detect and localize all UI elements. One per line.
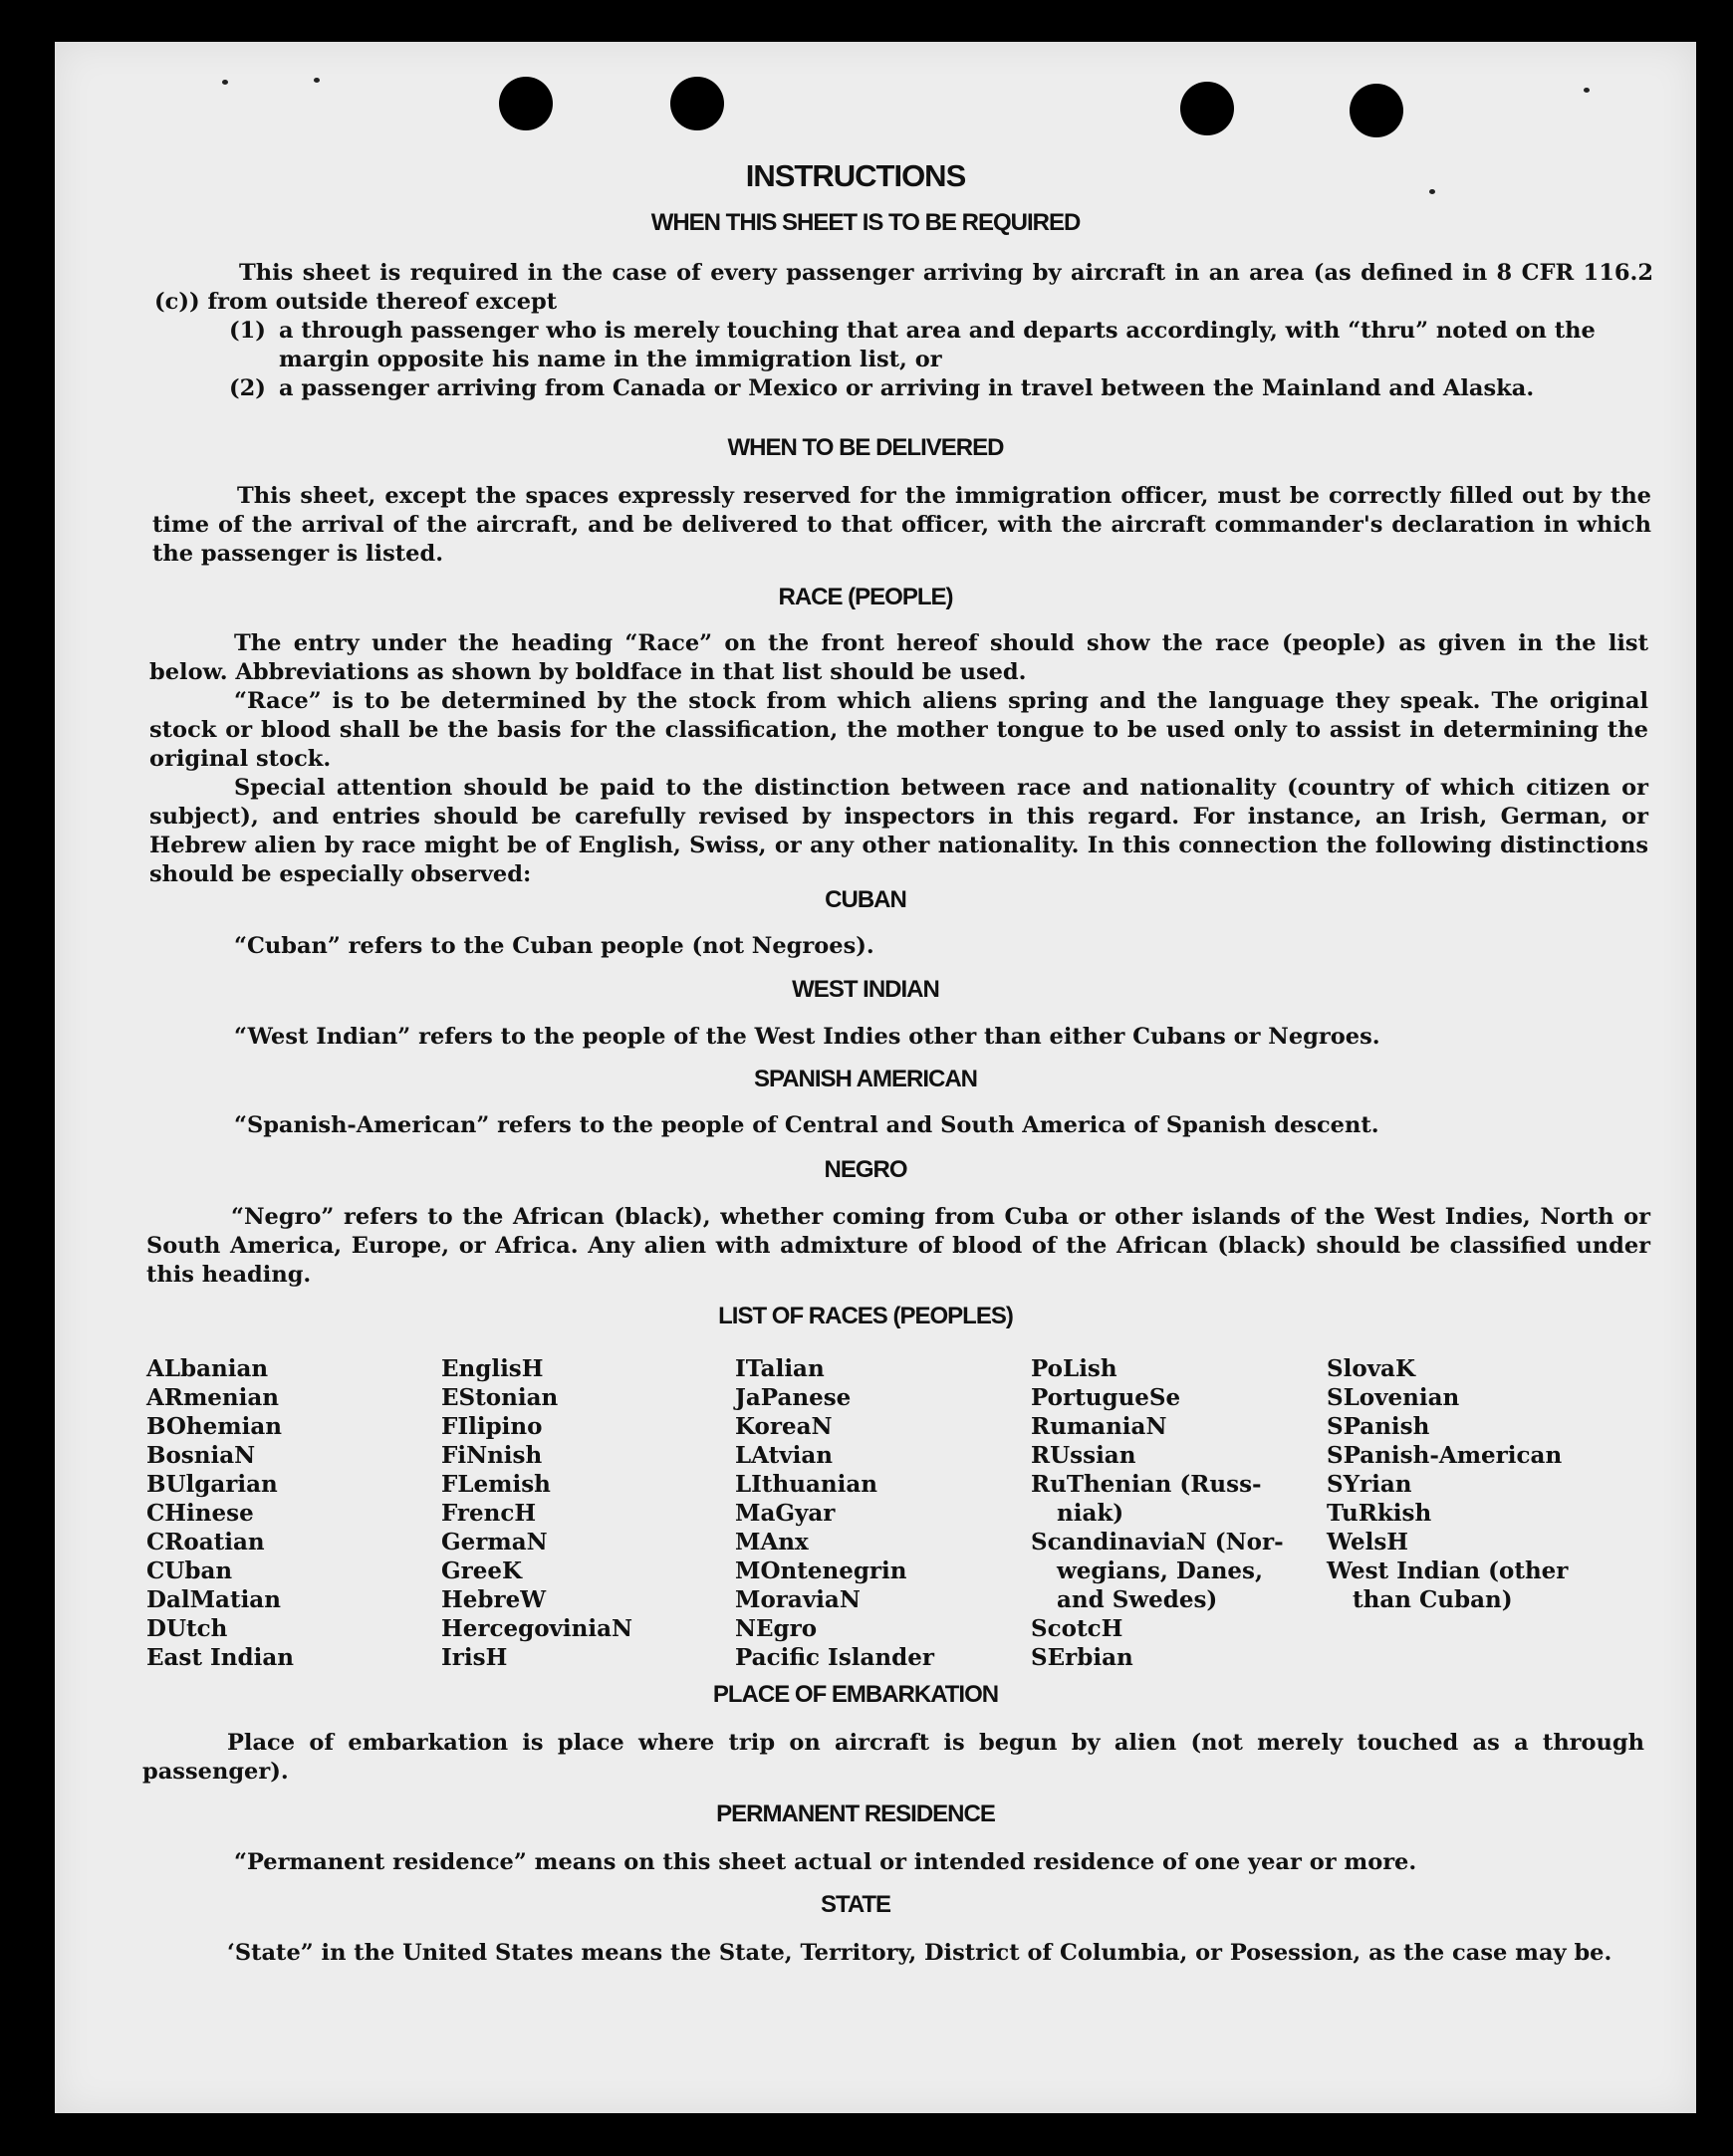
race-list-column-1 xyxy=(146,1354,294,1672)
race-entry: LIthuanian xyxy=(735,1471,877,1498)
section-heading-embarkation: PLACE OF EMBARKATION xyxy=(712,1681,999,1708)
race-entry-continuation: wegians, Danes, xyxy=(1057,1557,1263,1584)
race-entry-continuation: niak) xyxy=(1057,1500,1124,1527)
race-entry: PoLish xyxy=(1031,1355,1117,1382)
race-entry: BosniaN xyxy=(146,1442,256,1469)
when-required-item-1: (1) a through passenger who is merely touching that area and departs accordingly, with “thru” noted on the margin opposite his name in the immigration list, or xyxy=(229,318,1596,372)
race-entry: DUtch xyxy=(146,1615,228,1642)
race-entry: GreeK xyxy=(441,1557,523,1584)
race-entry: CUban xyxy=(146,1557,233,1584)
west-indian-text: “West Indian” refers to the people of the West Indies other than either Cubans or Negroes. xyxy=(234,1024,1380,1050)
race-entry: CRoatian xyxy=(146,1529,265,1556)
section-heading-state: STATE xyxy=(820,1891,891,1918)
race-entry: IrisH xyxy=(441,1644,508,1671)
section-heading-spanish-american: SPANISH AMERICAN xyxy=(753,1066,977,1092)
race-entry: GermaN xyxy=(441,1529,548,1556)
race-entry: FIlipino xyxy=(441,1413,543,1440)
race-paragraph-1: The entry under the heading “Race” on the front hereof should show the race (people) as given in the list below. Abbreviations as shown by boldface in that list should be used. xyxy=(149,630,1648,685)
race-entry: ScandinaviaN (Nor- xyxy=(1031,1529,1284,1556)
punch-hole xyxy=(670,77,724,130)
section-heading-west-indian: WEST INDIAN xyxy=(792,976,939,1003)
race-entry: FiNnish xyxy=(441,1442,543,1469)
race-entry: FrencH xyxy=(441,1500,537,1527)
race-entry: FLemish xyxy=(441,1471,551,1498)
race-entry: SYrian xyxy=(1327,1471,1412,1498)
punch-hole xyxy=(1350,84,1403,137)
punch-hole xyxy=(499,77,553,130)
race-entry: HercegoviniaN xyxy=(441,1615,633,1642)
residence-text: “Permanent residence” means on this sheet actual or intended residence of one year or more. xyxy=(234,1849,1417,1875)
speck xyxy=(1584,88,1590,93)
race-entry: SlovaK xyxy=(1327,1355,1415,1382)
section-heading-when-required: WHEN THIS SHEET IS TO BE REQUIRED xyxy=(650,209,1081,236)
race-entry: ITalian xyxy=(735,1355,825,1382)
embarkation-text: Place of embarkation is place where trip on aircraft is begun by alien (not merely touched as a through passenger). xyxy=(142,1730,1644,1785)
race-entry: West Indian (other xyxy=(1327,1557,1569,1584)
race-entry: SPanish-American xyxy=(1327,1442,1563,1469)
race-entry: JaPanese xyxy=(735,1384,852,1411)
negro-text: “Negro” refers to the African (black), whether coming from Cuba or other islands of the West Indies, North or South America, Europe, or Africa. Any alien with admixture of blood of the African (black) should be classified under this heading. xyxy=(146,1204,1650,1288)
race-entry-continuation: than Cuban) xyxy=(1353,1586,1513,1613)
race-list-column-2 xyxy=(441,1354,632,1672)
spanish-american-text: “Spanish-American” refers to the people of Central and South America of Spanish descent. xyxy=(234,1112,1379,1138)
race-entry: SErbian xyxy=(1031,1644,1133,1671)
race-entry: SLovenian xyxy=(1327,1384,1460,1411)
race-entry: SPanish xyxy=(1327,1413,1430,1440)
race-entry: WelsH xyxy=(1327,1529,1409,1556)
race-entry: KoreaN xyxy=(735,1413,833,1440)
section-heading-residence: PERMANENT RESIDENCE xyxy=(716,1800,995,1827)
race-entry: MAnx xyxy=(735,1529,809,1556)
when-delivered-text: This sheet, except the spaces expressly reserved for the immigration officer, must be correctly filled out by the time of the arrival of the aircraft, and be delivered to that officer, with the aircraft commander's declaration in which the passenger is listed. xyxy=(152,483,1651,567)
when-required-intro: This sheet is required in the case of every passenger arriving by aircraft in an area (as defined in 8 CFR 116.2 (c)) from outside thereof except xyxy=(154,260,1653,315)
race-entry: MaGyar xyxy=(735,1500,836,1527)
race-entry: HebreW xyxy=(441,1586,547,1613)
race-entry: RumaniaN xyxy=(1031,1413,1167,1440)
race-entry: LAtvian xyxy=(735,1442,833,1469)
section-heading-list-of-races: LIST OF RACES (PEOPLES) xyxy=(718,1303,1013,1329)
section-heading-negro: NEGRO xyxy=(824,1156,907,1183)
race-paragraph-2: “Race” is to be determined by the stock from which aliens spring and the language they speak. The original stock or blood shall be the basis for the classification, the mother tongue to be used only to assist in determining the original stock. xyxy=(149,688,1648,772)
race-entry: MOntenegrin xyxy=(735,1557,907,1584)
cuban-text: “Cuban” refers to the Cuban people (not Negroes). xyxy=(234,933,874,959)
race-entry: MoraviaN xyxy=(735,1586,861,1613)
race-entry: East Indian xyxy=(146,1644,294,1671)
race-entry: NEgro xyxy=(735,1615,818,1642)
section-heading-race: RACE (PEOPLE) xyxy=(778,584,953,610)
race-entry: ARmenian xyxy=(146,1384,280,1411)
speck xyxy=(222,80,228,85)
section-heading-cuban: CUBAN xyxy=(825,886,906,913)
race-list-column-5 xyxy=(1327,1354,1568,1614)
race-entry: ScotcH xyxy=(1031,1615,1123,1642)
punch-hole xyxy=(1180,82,1234,135)
race-entry: PortugueSe xyxy=(1031,1384,1181,1411)
race-entry: EStonian xyxy=(441,1384,559,1411)
race-entry: BUlgarian xyxy=(146,1471,278,1498)
race-entry: CHinese xyxy=(146,1500,254,1527)
speck xyxy=(314,78,320,83)
race-entry: EnglisH xyxy=(441,1355,544,1382)
page-title: INSTRUCTIONS xyxy=(745,158,966,193)
race-entry: TuRkish xyxy=(1327,1500,1432,1527)
when-required-item-2: (2) a passenger arriving from Canada or Mexico or arriving in travel between the Mainland and Alaska. xyxy=(229,375,1535,401)
race-entry: ALbanian xyxy=(146,1355,269,1382)
race-entry: BOhemian xyxy=(146,1413,282,1440)
section-heading-when-delivered: WHEN TO BE DELIVERED xyxy=(727,434,1004,461)
race-entry: Pacific Islander xyxy=(735,1644,934,1671)
race-list-column-3 xyxy=(735,1354,934,1672)
race-paragraph-3: Special attention should be paid to the distinction between race and nationality (country of which citizen or subject), and entries should be carefully revised by inspectors in this regard. For instance, an Irish, German, or Hebrew alien by race might be of English, Swiss, or any other nationality. In this connection the following distinctions should be especially observed: xyxy=(149,775,1648,887)
race-entry-continuation: and Swedes) xyxy=(1057,1586,1218,1613)
race-entry: DalMatian xyxy=(146,1586,281,1613)
race-entry: RuThenian (Russ- xyxy=(1031,1471,1262,1498)
race-entry: RUssian xyxy=(1031,1442,1136,1469)
document-page xyxy=(55,42,1696,2113)
state-text: ‘State” in the United States means the State, Territory, District of Columbia, or Posession, as the case may be. xyxy=(227,1940,1612,1966)
race-list-column-4 xyxy=(1031,1354,1284,1672)
